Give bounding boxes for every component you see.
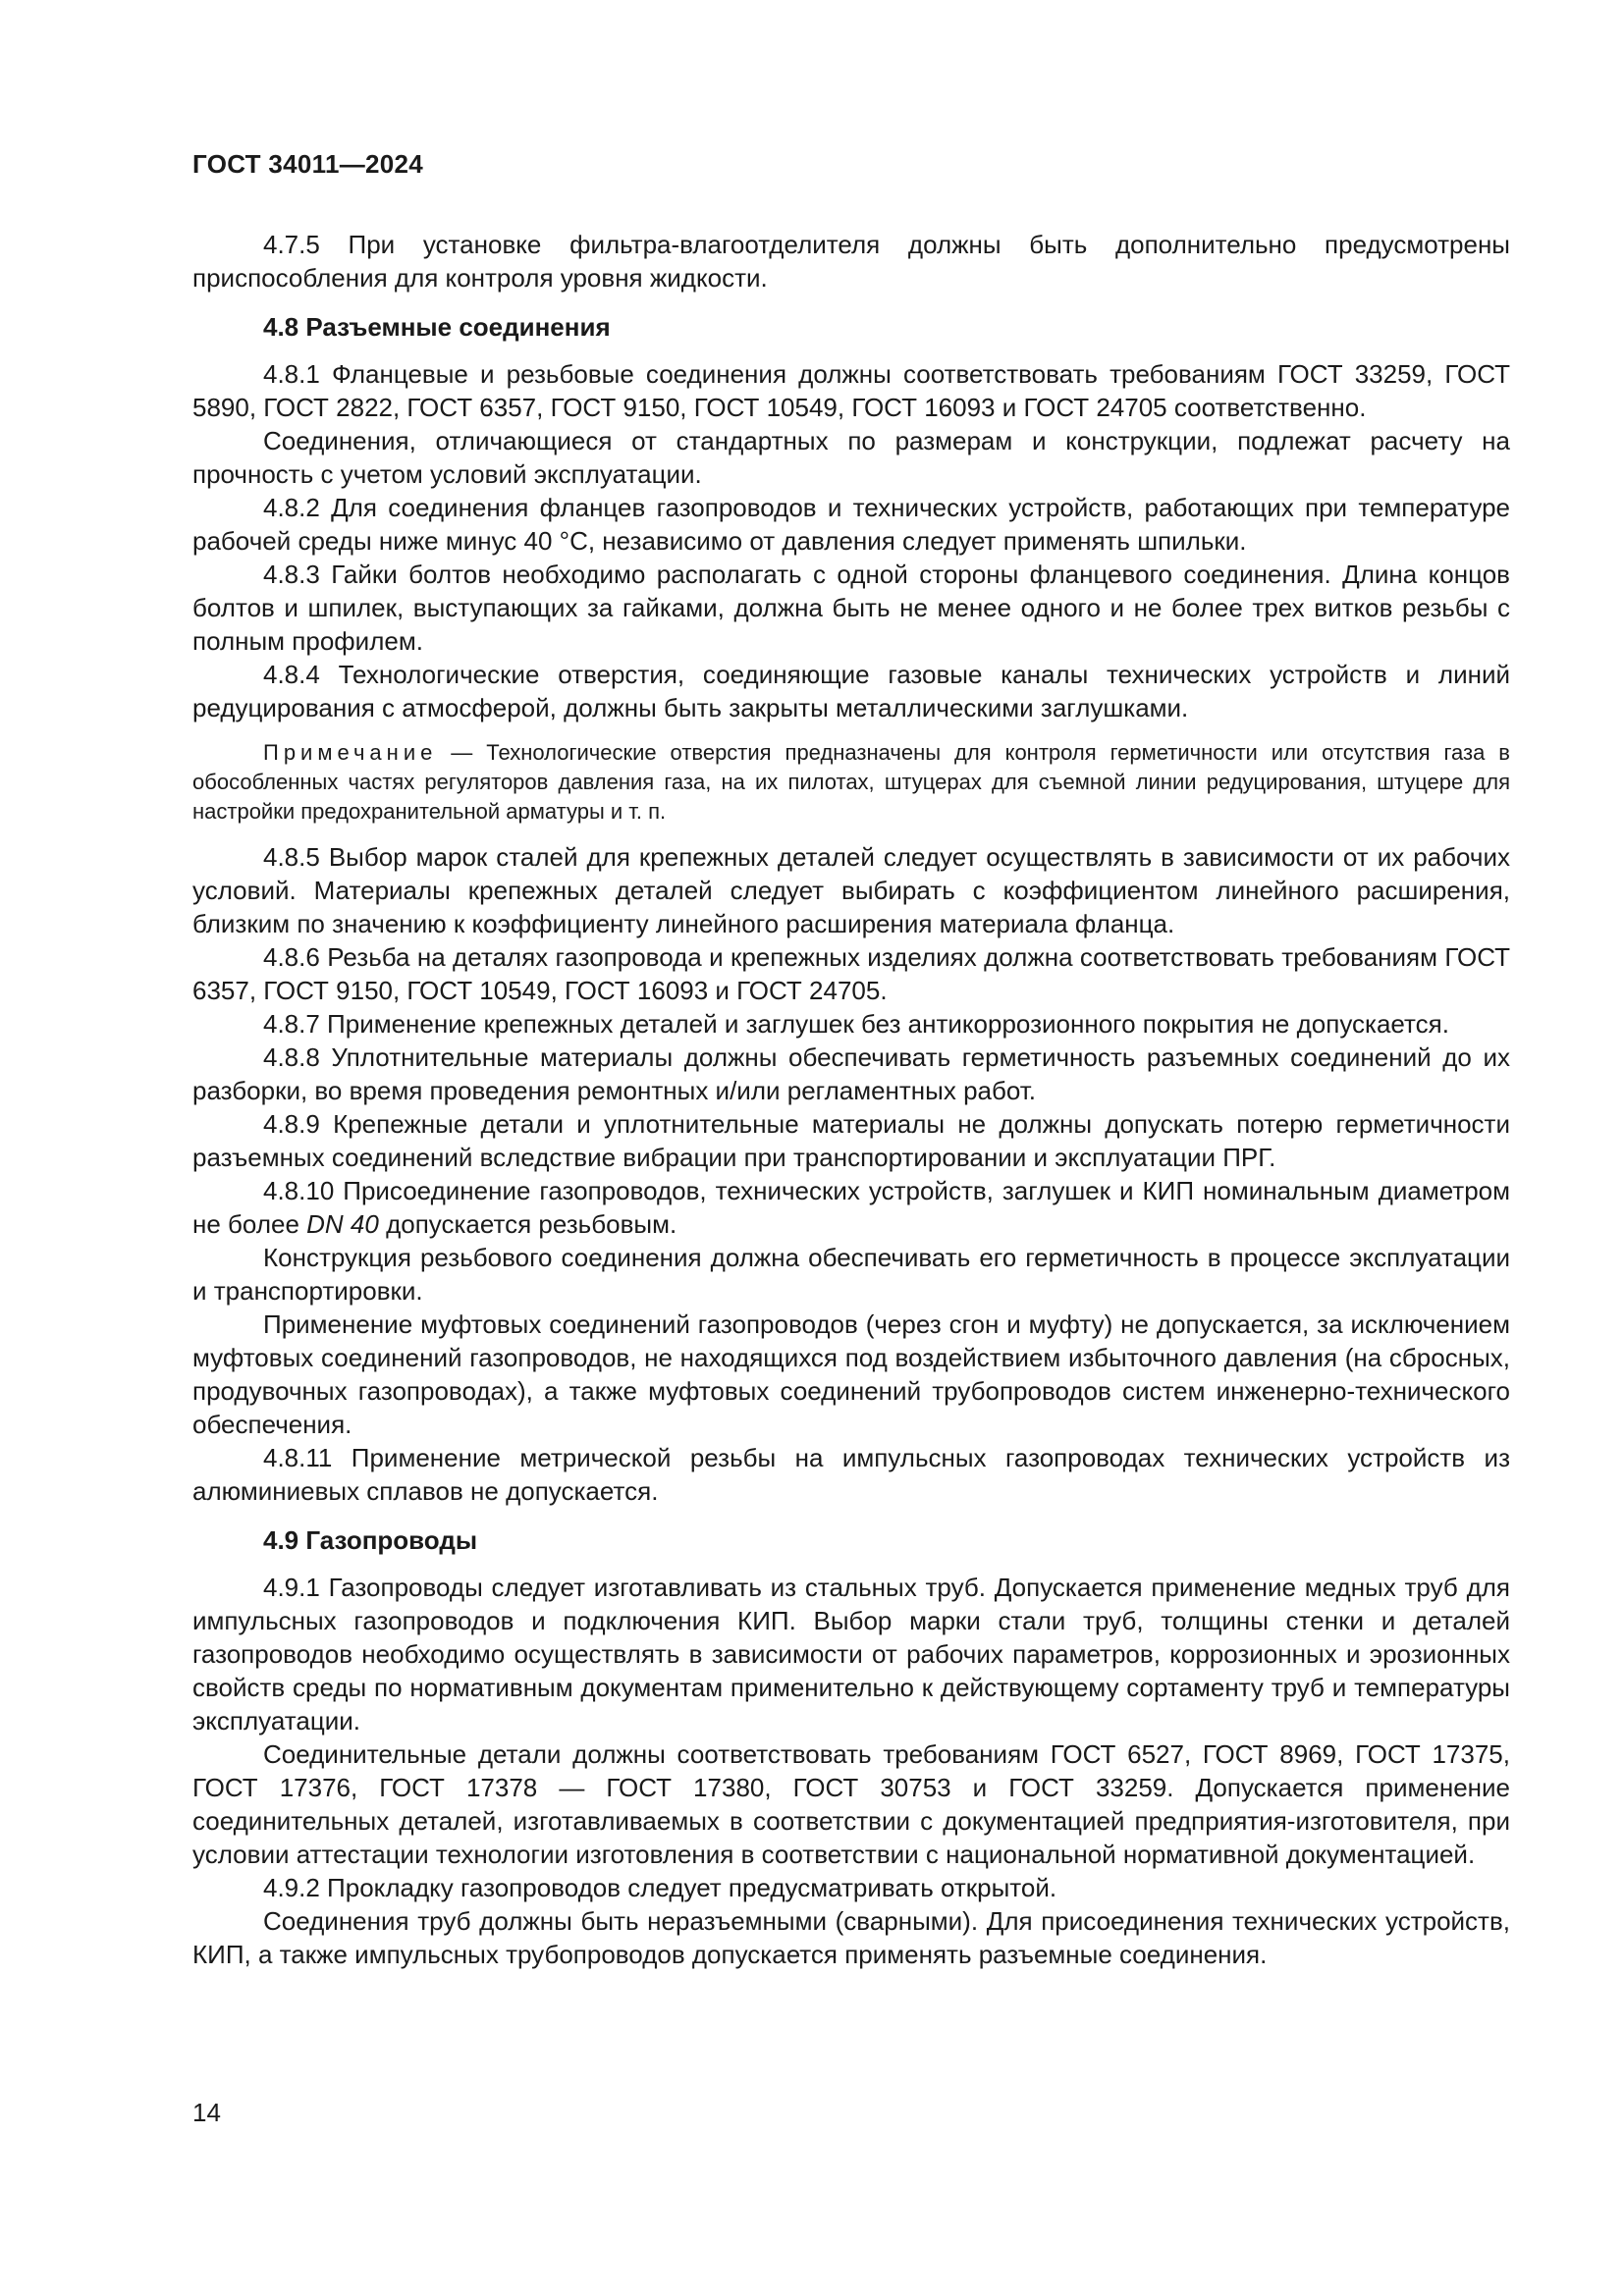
- note: [192, 738, 1510, 827]
- paragraph-4-8-2: 4.8.2 Для соединения фланцев газопроводов и технических устройств, работающих при температуре рабочей среды ниже минус 40 °С, независимо от давления следует применять шпильки.: [192, 493, 1510, 556]
- paragraph-4-8-10: [192, 1174, 1510, 1241]
- note-text: — Технологические отверстия предназначены для контроля герметичности или отсутствия газа в обособленных частях регуляторов давления газа, на их пилотах, штуцерах для съемной линии редуцирования, штуцере для настройки предохранительной арматуры и т. п.: [192, 740, 1510, 824]
- paragraph-4-8-8: 4.8.8 Уплотнительные материалы должны обеспечивать герметичность разъемных соединений до их разборки, во время проведения ремонтных и/или регламентных работ.: [192, 1042, 1510, 1105]
- paragraph-4-8-10-couplings: Применение муфтовых соединений газопроводов (через сгон и муфту) не допускается, за исключением муфтовых соединений газопроводов, не находящихся под воздействием избыточного давления (на сбросных, продувочных газопроводах), а также муфтовых соединений трубопроводов систем инженерно-технического обеспечения.: [192, 1309, 1510, 1439]
- paragraph-4-9-2: 4.9.2 Прокладку газопроводов следует предусматривать открытой.: [263, 1873, 1057, 1902]
- document-designation: ГОСТ 34011—2024: [192, 149, 424, 179]
- paragraph-4-8-4: 4.8.4 Технологические отверстия, соединяющие газовые каналы технических устройств и линий редуцирования с атмосферой, должны быть закрыты металлическими заглушками.: [192, 660, 1510, 722]
- page-number: 14: [192, 2098, 221, 2127]
- paragraph-4-8-10-tail: допускается резьбовым.: [378, 1209, 677, 1239]
- paragraph-4-8-1-continuation: Соединения, отличающиеся от стандартных по размерам и конструкции, подлежат расчету на прочность с учетом условий эксплуатации.: [192, 426, 1510, 489]
- paragraph-4-8-3: 4.8.3 Гайки болтов необходимо располагать с одной стороны фланцевого соединения. Длина концов болтов и шпилек, выступающих за гайками, должна быть не менее одного и не более трех витков резьбы с полным профилем.: [192, 560, 1510, 656]
- paragraph-4-8-10-text: 4.8.10 Присоединение газопроводов, технических устройств, заглушек и КИП номинальным диаметром не более: [192, 1176, 1510, 1239]
- nominal-diameter: DN 40: [306, 1209, 379, 1239]
- paragraph-4-9-2-joints: Соединения труб должны быть неразъемными (сварными). Для присоединения технических устройств, КИП, а также импульсных трубопроводов допускается применять разъемные соединения.: [192, 1906, 1510, 1969]
- paragraph-4-9-1: 4.9.1 Газопроводы следует изготавливать из стальных труб. Допускается применение медных труб для импульсных газопроводов и подключения КИП. Выбор марки стали труб, толщины стенки и деталей газопроводов необходимо осуществлять в зависимости от рабочих параметров, коррозионных и эрозионных свойств среды по нормативным документам применительно к действующему сортаменту труб и температуры эксплуатации.: [192, 1573, 1510, 1735]
- paragraph-4-8-9: 4.8.9 Крепежные детали и уплотнительные материалы не должны допускать потерю герметичности разъемных соединений вследствие вибрации при транспортировании и эксплуатации ПРГ.: [192, 1109, 1510, 1172]
- note-label: Примечание: [263, 740, 438, 765]
- paragraph-4-8-7: 4.8.7 Применение крепежных деталей и заглушек без антикоррозионного покрытия не допускается.: [263, 1009, 1449, 1039]
- paragraph-4-9-1-fittings: Соединительные детали должны соответствовать требованиям ГОСТ 6527, ГОСТ 8969, ГОСТ 17375, ГОСТ 17376, ГОСТ 17378 — ГОСТ 17380, ГОСТ 30753 и ГОСТ 33259. Допускается применение соединительных деталей, изготавливаемых в соответствии с документацией предприятия-изготовителя, при условии аттестации технологии изготовления в соответствии с национальной нормативной документацией.: [192, 1739, 1510, 1869]
- paragraph-4-8-6: 4.8.6 Резьба на деталях газопровода и крепежных изделиях должна соответствовать требованиям ГОСТ 6357, ГОСТ 9150, ГОСТ 10549, ГОСТ 16093 и ГОСТ 24705.: [192, 942, 1510, 1005]
- document-body: [192, 228, 1510, 1971]
- paragraph-4-7-5: 4.7.5 При установке фильтра-влагоотделителя должны быть дополнительно предусмотрены приспособления для контроля уровня жидкости.: [192, 230, 1510, 293]
- paragraph-4-8-1: 4.8.1 Фланцевые и резьбовые соединения должны соответствовать требованиям ГОСТ 33259, ГОСТ 5890, ГОСТ 2822, ГОСТ 6357, ГОСТ 9150, ГОСТ 10549, ГОСТ 16093 и ГОСТ 24705 соответственно.: [192, 359, 1510, 422]
- paragraph-4-8-11: 4.8.11 Применение метрической резьбы на импульсных газопроводах технических устройств из алюминиевых сплавов не допускается.: [192, 1443, 1510, 1506]
- paragraph-4-8-5: 4.8.5 Выбор марок сталей для крепежных деталей следует осуществлять в зависимости от их рабочих условий. Материалы крепежных деталей следует выбирать с коэффициентом линейного расширения, близким по значению к коэффициенту линейного расширения материала фланца.: [192, 842, 1510, 938]
- section-heading-4-9: 4.9 Газопроводы: [263, 1525, 478, 1555]
- section-heading-4-8: 4.8 Разъемные соединения: [263, 312, 611, 342]
- paragraph-4-8-10-construction: Конструкция резьбового соединения должна обеспечивать его герметичность в процессе эксплуатации и транспортировки.: [192, 1243, 1510, 1306]
